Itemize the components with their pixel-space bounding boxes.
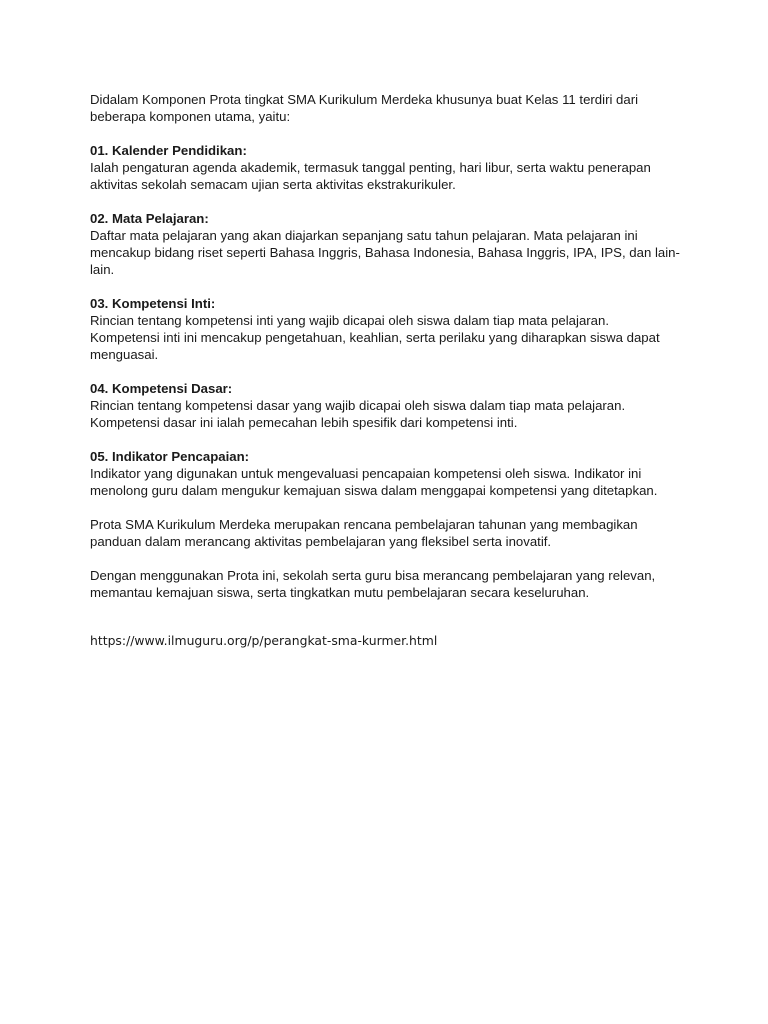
document-page: [90, 91, 680, 649]
section-body: Rincian tentang kompetensi dasar yang wajib dicapai oleh siswa dalam tiap mata pelajaran. Kompetensi dasar ini ialah pemecahan lebih spesifik dari kompetensi inti.: [90, 398, 626, 430]
section-title: 04. Kompetensi Dasar:: [90, 381, 233, 396]
section-kompetensi-dasar: [90, 380, 680, 431]
section-mata-pelajaran: [90, 210, 680, 278]
summary-paragraph-2: Dengan menggunakan Prota ini, sekolah serta guru bisa merancang pembelajaran yang relevan, memantau kemajuan siswa, serta tingkatkan mutu pembelajaran secara keseluruhan.: [90, 568, 656, 600]
section-indikator-pencapaian: [90, 448, 680, 499]
summary-paragraph-1: Prota SMA Kurikulum Merdeka merupakan rencana pembelajaran tahunan yang membagikan panduan dalam merancang aktivitas pembelajaran yang fleksibel serta inovatif.: [90, 517, 638, 549]
section-kompetensi-inti: [90, 295, 680, 363]
section-title: 03. Kompetensi Inti:: [90, 296, 216, 311]
section-body: Rincian tentang kompetensi inti yang wajib dicapai oleh siswa dalam tiap mata pelajaran. Kompetensi inti ini mencakup pengetahuan, keahlian, serta perilaku yang diharapkan siswa dapat menguasai.: [90, 313, 660, 362]
section-body: Indikator yang digunakan untuk mengevaluasi pencapaian kompetensi oleh siswa. Indikator ini menolong guru dalam mengukur kemajuan siswa dalam menggapai kompetensi yang ditetapkan.: [90, 466, 658, 498]
section-title: 02. Mata Pelajaran:: [90, 211, 209, 226]
section-body: Daftar mata pelajaran yang akan diajarkan sepanjang satu tahun pelajaran. Mata pelajaran ini mencakup bidang riset seperti Bahasa Inggris, Bahasa Indonesia, Bahasa Inggris, IPA, IPS, dan lain-lain.: [90, 228, 680, 277]
section-body: Ialah pengaturan agenda akademik, termasuk tanggal penting, hari libur, serta waktu penerapan aktivitas sekolah semacam ujian serta aktivitas ekstrakurikuler.: [90, 160, 651, 192]
intro-paragraph: Didalam Komponen Prota tingkat SMA Kurikulum Merdeka khusunya buat Kelas 11 terdiri dari beberapa komponen utama, yaitu:: [90, 92, 639, 124]
source-link[interactable]: https://www.ilmuguru.org/p/perangkat-sma-kurmer.html: [90, 633, 438, 648]
section-title: 01. Kalender Pendidikan:: [90, 143, 247, 158]
section-title: 05. Indikator Pencapaian:: [90, 449, 250, 464]
section-kalender-pendidikan: [90, 142, 680, 193]
